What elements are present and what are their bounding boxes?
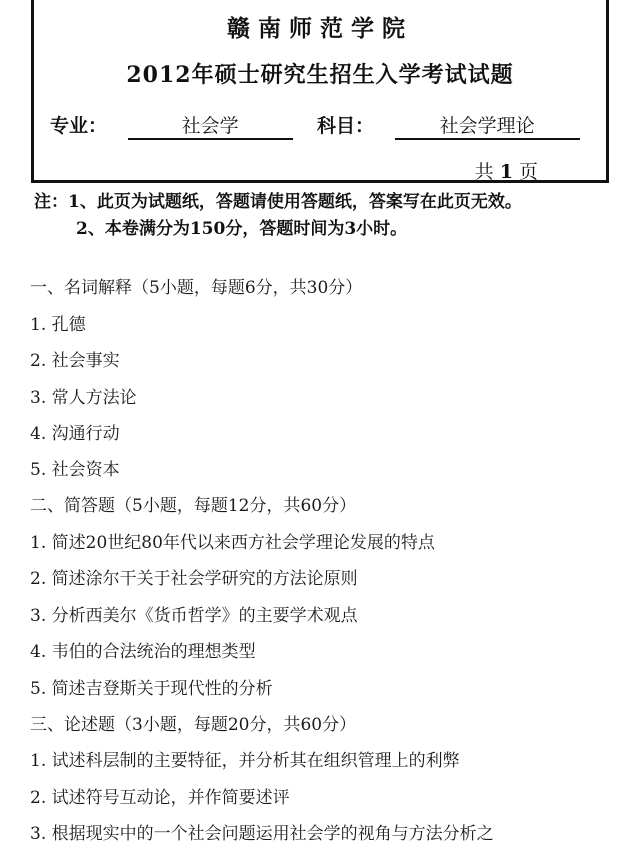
exam-header-box xyxy=(31,0,609,183)
page-count-prefix: 共 xyxy=(474,161,494,183)
question-item: 5. 简述吉登斯关于现代性的分析 xyxy=(30,679,273,699)
question-item: 5. 社会资本 xyxy=(30,460,120,480)
page-count-number: 1 xyxy=(499,161,513,183)
school-name: 赣南师范学院 xyxy=(227,15,413,42)
question-item: 3. 分析西美尔《货币哲学》的主要学术观点 xyxy=(30,606,358,626)
major-label: 专业： xyxy=(50,115,108,137)
section-3-heading: 三、论述题（3小题，每题20分，共60分） xyxy=(30,715,357,735)
question-item: 1. 孔德 xyxy=(30,315,86,335)
question-item: 4. 韦伯的合法统治的理想类型 xyxy=(30,642,256,662)
question-item: 2. 社会事实 xyxy=(30,351,120,371)
section-2-heading: 二、简答题（5小题，每题12分，共60分） xyxy=(30,496,357,516)
question-item: 3. 根据现实中的一个社会问题运用社会学的视角与方法分析之 xyxy=(30,824,494,844)
major-row xyxy=(50,111,293,140)
subject-value: 社会学理论 xyxy=(395,114,580,140)
exam-title: 2012年硕士研究生招生入学考试试题 xyxy=(126,62,514,88)
question-item: 2. 简述涂尔干关于社会学研究的方法论原则 xyxy=(30,569,358,589)
page-count-suffix: 页 xyxy=(518,161,538,183)
page-count xyxy=(475,157,538,184)
major-value: 社会学 xyxy=(128,114,293,140)
question-item: 2. 试述符号互动论，并作简要述评 xyxy=(30,788,290,808)
question-item: 1. 简述20世纪80年代以来西方社会学理论发展的特点 xyxy=(30,533,435,553)
note-1: 注：1、此页为试题纸，答题请使用答题纸，答案写在此页无效。 xyxy=(34,192,522,212)
subject-label: 科目： xyxy=(317,115,375,137)
question-item: 3. 常人方法论 xyxy=(30,388,137,408)
note-2: 2、本卷满分为150分，答题时间为3小时。 xyxy=(76,219,408,239)
question-item: 1. 试述科层制的主要特征，并分析其在组织管理上的利弊 xyxy=(30,751,460,771)
exam-notes xyxy=(34,189,522,243)
section-1-heading: 一、名词解释（5小题，每题6分，共30分） xyxy=(30,278,363,298)
subject-row xyxy=(317,111,580,140)
question-item: 4. 沟通行动 xyxy=(30,424,120,444)
